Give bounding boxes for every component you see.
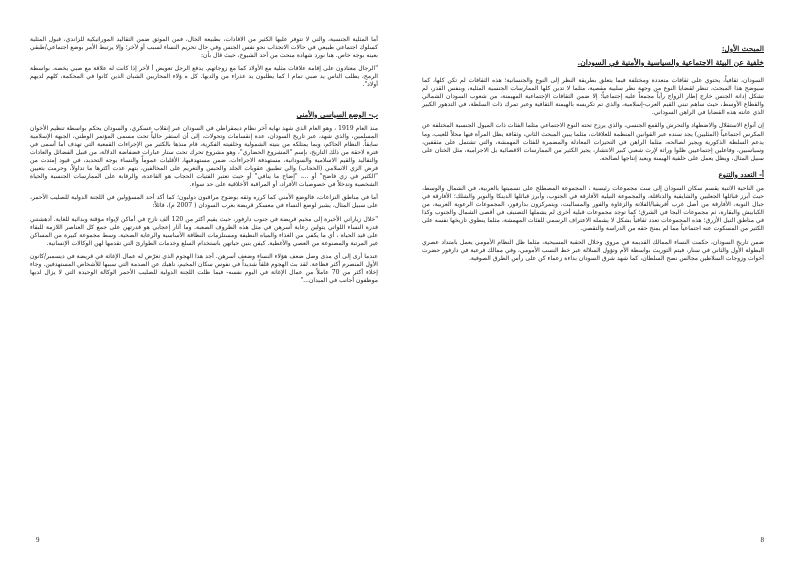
chapter-heading: المبحث الأول: (721, 44, 764, 53)
left-section-quote-2: عندما أرى إلى أي مدى وصل ضعف هؤلاء النساء وضعف أسرهن. أجد هذا الهجوم الذي تعرّض له عمال الإغاثة في قريضة في ديسمبر/كانون الأول المنصرم أكثر فظاعة. لقد بث الهجوم قلقاً شديداً في نفوس سكان المخيم، ناهيك عن الصدمة التي سببها للأشخاص المستهدفين. وجاء إخلاء أكثر من 70 عاملاً من عمال الإغاثة في اليوم نفسه- فيما ظلت اللجنة الدولية للصليب الأحمر الوكالة الوحيدة التي لا يزال لديها موظفون أجانب في الميدان..." (30, 252, 378, 285)
left-paragraph-1: أما المثلية الجنسية، والتي لا تتوفر عليها الكثير من الافادات، بطبيعة الحال، فمن الموثق ضمن التقاليد الموراثيكية للزاندي، قبول المثلية كسلوك اجتماعي طبيعي في حالات الانجذاب نحو نفس الجنس وفي حال تحريم النساء لسبب أو لآخر؛ وإلا يرتبط الأمر بوضع اجتماعي/طبقي بعينه بوجه خاص. هنا نورد شهادة منحت من أحد الشيوخ، حيث قال بأن: (30, 36, 378, 60)
right-page (400, 0, 800, 566)
right-section-paragraph-2: ضمن تاريخ السودان، حكمت النساء الممالك القديمة في مروي وخلال الحقبة المسيحية، مثلما ظل النظام الأمومي يعمل بامتداد عصري البطولة الأول والثاني في سنار، فيتم التوريث بواسطة الأم وتؤول السلالة عبر خط النسب الأمومي، وفي ممالك فرعية في دارفور حضرت أخوات وزوجات السلاطين مجالس نصح السلطان، كما شهد شرق السودان بداءة زعماء كن على رأس الطرق الصوفية. (422, 238, 764, 262)
spacer (30, 95, 378, 103)
right-section-paragraph-1: من الناحية الاثنية يقسم سكان السودان إلى ست مجموعات رئيسية ، المجموعة المصطلح على تسميتها بالعربية، في الشمال والوسط، حيث أبرز قبائلها الجعليين والشايقية والدناقلة، والمجموعة النيلية الأفارقة في الجنوب، وأبرز قبائلها الدينكا والنوير والشلك؛ الأفارقة في جبال النوبة، الأفارقة من أصل غرب أفريقيا/الفلاتة والزغاوة والفور والمساليت، ويتمركزون بدارفور، المجموعات الرعوية العربية، من الكبابيش والبقارة، ثم مجموعات البجا في الشرق؛ كما توجد مجموعات قبلية أخرى لم يشملها التصنيف في أقصى الشمال والجنوب وكذا في مناطق النيل الأزرق؛ هذه المجموعات تعدد ثقافياً بشكل لا يشمله الاعتراف الرسمي للفئات المهمشة، مثلما ينطوي تاريخها نفسه على الكثير من المسكوت عنه اجتماعياً مما لم يمنح حقه من الدراسة والتقصي. (422, 184, 764, 233)
page-number-right: 8 (760, 536, 764, 544)
left-section-quote-1: "خلال زياراتي الأخيرة إلى مخيم قريضة في جنوب دارفور، حيث يقيم أكثر من 120 ألف نازح في أماكن لإيواء مؤقتة وبدائية للغاية. أدهشتني قدرة النساء اللواتي يتولين رعاية أسرهن في مثل هذه الظروف الصعبة. وما أثار إعجابي هو قدرتهن على جمع كل العناصر اللازمة للبقاء على قيد الحياة ، أي ما يكفي من الغذاء والمياه النظيفة ومستلزمات النظافة الأساسية والرعاية الصحية. وسط مجموعة كبيرة من المساكن غير المرتبة والمصنوعة من العصي والأغطية. كيفن بنين حياتهن باستخدام السلع وخدمات الطوارئ التي تقدمها لهن الوكالات الإنسانية. (30, 215, 379, 247)
chapter-subheading: خلفية عن البيئة الاجتماعية والسياسية والأمنية في السودان. (577, 58, 764, 67)
page-number-left: 9 (36, 536, 40, 544)
left-section-paragraph-2: أما في مناطق النزاعات، فالوضع الأمني كما كرره وثقه بوضوح مراقبون دوليون؛ كما أكد أحد المسؤولين في اللجنة الدولية للصليب الأحمر، على سبيل المثال، يشير لوضع النساء في معسكر قريضة بغرب السودان ( 2007 م)، قائلاً: (30, 194, 378, 210)
left-section-paragraph-1: منذ العام 1919 ، وهو العام الذي شهد نهاية آخر نظام ديمقراطي في السودان عبر إنقلاب عسكري، والسودان يحكم بواسطة تنظيم الأخوان المسلمين، والذي شهد، عبر تاريخ السودان، عدة إنقسامات وتحولات، إلى أن استقر حالياً تحت مسمى المؤتمر الوطني، الجبهة الإسلامية سابقاً. النظام الحاكم، وبما يمتلكه من بنيته الشمولية وخلفيته الفكرية، قام منذها بالكثير من الإجراءات القمعية التي تهدف أما أسمى في فترة لاحقة من ذلك التاريخ، بإسم "المشروع الحضاري"، وهو مشروع تحرك تحت ستار عبارات فضفاضة الدلالة، من قبيل الفضائل والعادات والتقاليد والقيم الاسلامية والسودانية، مستهدفة الاجراءات، ضمن مستهدفيها، الأقليات عموماً والنساء بوجه التحديد، في قيود إمتدت من فرض الزي الاسلامي (الحجاب) والي تطبيق عقوبات الجلد والحبس والتغريم على المخالفين، بتهم عدت أكثرها ما تداولاً، وحرمت بتعيين "الكثير في زي فاضح" أو ...، "إضاح ما ينافي" أو حيث تعتبر الفتيات الحجاب هو القاعدة، والرقابة على الممارسات الجنسية والحياة الشخصية وتدخلاً في خصوصيات الأفراد، أو المراقبة الأخلاقية على حد سواء. (30, 124, 379, 189)
right-paragraph-1: السودان، ثقافياً، يحتوي على ثقافات متعددة ومختلفة فيما يتعلق بطريقة النظر إلى النوع والجنسانية؛ هذه الثقافات لم تكن كلها، كما سيوضح هذا المبحث، تنظر لقضايا النوع من وجهة نظر سلبية مقصية، مثلما لا تدين كلها الممارسات الجنسية المثلية، وبنفس القدر، لم تشكل إدانة الجنس خارج إطار الزواج رأياً مجمعاً عليه إجتماعياً؛ إلا ضمن الثقافات الإجتماعية المهيمنة، من شعوب السودان الشمالي والقطاع الأوسط، حيث ساهم تبني القيم العرب-إسلامية، والذي تم تكريسه بالهيمنة الثقافية وعبر تمرك ذات السلطة، في التدهور الكبير الذي عانته هذه القضايا في الراهن السوداني. (422, 77, 764, 117)
left-quote: "الرجال معتادون على إقامة علاقات مثلية مع الأولاد كما مع زوجاتهم. يدفع الرجل تعويض أ لأخر إذا كانت له علاقة مع صبي يخصه. بواسطة الرمح، يطلب الناس يد صبي تمام ا كما يطلبون يد عذراء من والديها. كل ه ؤلاء المحاربين الشبان الذين كانوا في المحكمة، كلهم لديهم أولاد". (30, 65, 378, 89)
section-heading-diversity: أ- التعدد والتنوع (718, 169, 764, 179)
right-paragraph-2: إن أنواع الاستقلال والاضطهاد والتحرش والقمع الجنسي، والذي يرزح تحته النوع الاجتماعي مثلما الفئات ذات الميول الجنسية المختلفة عن المكرس اجتماعياً (المثليين) يجد سنده عبر القوانين المنظمة للعلاقات، مثلما يبين المبحث الثاني، وثقافة يظل المرأة فيها محلاً للعيب، وما يدعم السلطة الذكورية ويجير لصالحه، مثلما الراهن في التحيزات المعادلة والمضمرة للفئات المهمشة، والتي تشتمل على مثقفين، وسياسيين، وفاعلين إجتماعيين ظلوا وراثة لإرث شعبي كبير الانتشار، يجيز الكثير من الممارسات الاقصائية بل الاجرامية، مثل الختان على سبيل المثال، ويظل يعمل على خلفية الهيمنة ويعيد إنتاجها لصالحه. (422, 122, 764, 162)
section-heading-political: ب- الوضع السياسي والأمني (296, 109, 378, 119)
